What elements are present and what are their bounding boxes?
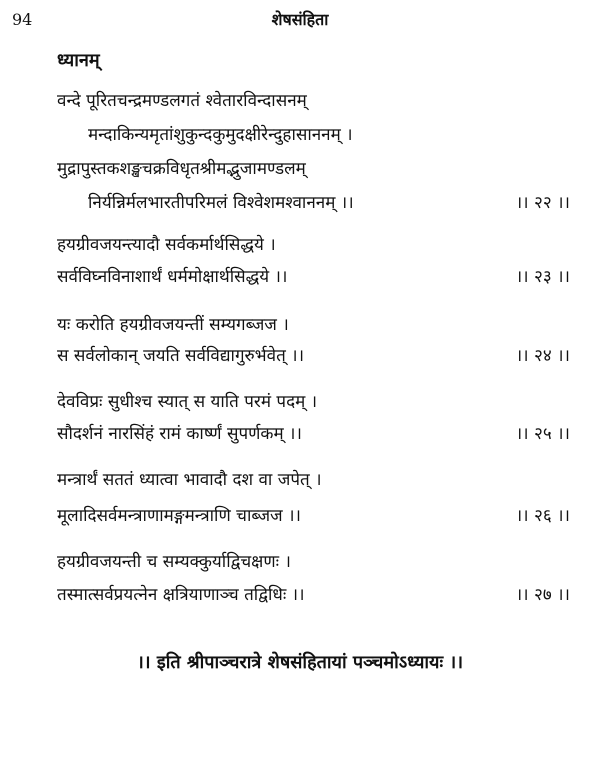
verse-line: यः करोति हयग्रीवजयन्तीं सम्यगब्जज । xyxy=(57,315,289,335)
colophon: ।। इति श्रीपाञ्चरात्रे शेषसंहितायां पञ्चमोऽध्यायः ।। xyxy=(136,652,464,673)
page-number: 94 xyxy=(12,10,33,29)
verse-line: हयग्रीवजयन्ती च सम्यक्कुर्याद्विचक्षणः । xyxy=(57,552,291,572)
verse-line: निर्यन्निर्मलभारतीपरिमलं विश्वेशमश्वाननम् ।। xyxy=(88,193,354,213)
verse-line: तस्मात्सर्वप्रयत्नेन क्षत्रियाणाञ्च तद्विधिः ।। xyxy=(57,585,305,605)
verse-number: ।। २५ ।। xyxy=(515,424,570,444)
verse-line: हयग्रीवजयन्त्यादौ सर्वकर्मार्थसिद्धये । xyxy=(57,235,276,255)
verse-line: मन्त्रार्थं सततं ध्यात्वा भावादौ दश वा जपेत् । xyxy=(57,470,322,490)
verse-number: ।। २३ ।। xyxy=(515,267,570,287)
verse-number: ।। २२ ।। xyxy=(515,193,570,213)
verse-line: स सर्वलोकान् जयति सर्वविद्यागुरुर्भवेत् ।। xyxy=(57,346,305,366)
verse-number: ।। २७ ।। xyxy=(515,585,570,605)
verse-line: मूलादिसर्वमन्त्राणामङ्गमन्त्राणि चाब्जज ।। xyxy=(57,506,301,526)
running-head: शेषसंहिता xyxy=(271,10,329,29)
verse-number: ।। २६ ।। xyxy=(515,506,570,526)
section-title: ध्यानम् xyxy=(57,50,100,71)
verse-line: मन्दाकिन्यमृतांशुकुन्दकुमुदक्षीरेन्दुहासाननम् । xyxy=(88,125,353,145)
verse-line: मुद्रापुस्तकशङ्खचक्रविधृतश्रीमद्भुजामण्डलम् xyxy=(57,159,306,179)
verse-line: वन्दे पूरितचन्द्रमण्डलगतं श्वेतारविन्दासनम् xyxy=(57,91,307,111)
verse-number: ।। २४ ।। xyxy=(515,346,570,366)
verse-line: सर्वविघ्नविनाशार्थं धर्ममोक्षार्थसिद्धये ।। xyxy=(57,267,288,287)
verse-line: सौदर्शनं नारसिंहं रामं कार्ष्णं सुपर्णकम् ।। xyxy=(57,424,302,444)
verse-line: देवविप्रः सुधीश्च स्यात् स याति परमं पदम् । xyxy=(57,392,318,412)
